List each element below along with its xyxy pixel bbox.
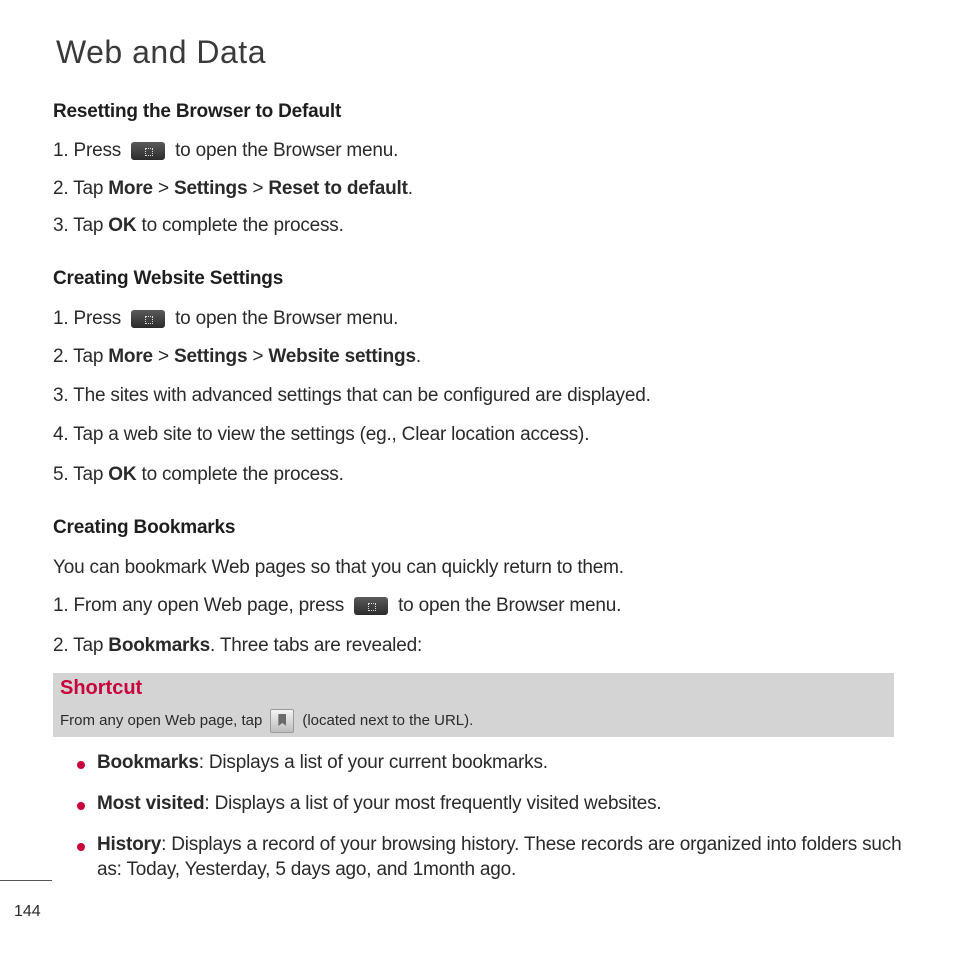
shortcut-text: From any open Web page, tap (located next to the URL). (60, 709, 473, 733)
menu-key-icon (354, 597, 388, 615)
website-step-3: 3. The sites with advanced settings that can be configured are displayed. (53, 385, 651, 406)
bullet-item-history-cont: as: Today, Yesterday, 5 days ago, and 1month ago. (97, 859, 517, 880)
reset-step-3: 3. Tap OK to complete the process. (53, 215, 344, 236)
page-number: 144 (14, 903, 41, 920)
bullet-icon (77, 802, 85, 810)
bullet-icon (77, 843, 85, 851)
step-text: 1. Press (53, 140, 122, 161)
website-step-2: 2. Tap More > Settings > Website settings. (53, 346, 421, 367)
website-step-4: 4. Tap a web site to view the settings (eg., Clear location access). (53, 424, 590, 445)
bookmarks-step-1: 1. From any open Web page, press to open the Browser menu. (53, 595, 622, 616)
footer-rule (0, 880, 52, 881)
menu-key-icon (131, 142, 165, 160)
shortcut-title: Shortcut (60, 677, 143, 699)
section-heading-website-settings: Creating Website Settings (53, 268, 284, 289)
bullet-icon (77, 761, 85, 769)
website-step-1: 1. Press to open the Browser menu. (53, 308, 399, 329)
shortcut-box (53, 673, 894, 737)
reset-step-2: 2. Tap More > Settings > Reset to default. (53, 178, 413, 199)
bullet-item-bookmarks: Bookmarks: Displays a list of your current bookmarks. (97, 752, 548, 773)
reset-step-1 (53, 140, 398, 162)
page-title: Web and Data (56, 34, 266, 70)
bookmarks-step-2: 2. Tap Bookmarks. Three tabs are revealed: (53, 635, 423, 656)
section-heading-bookmarks: Creating Bookmarks (53, 517, 236, 538)
website-step-5: 5. Tap OK to complete the process. (53, 464, 344, 485)
bookmark-icon (270, 709, 294, 733)
bullet-item-most-visited: Most visited: Displays a list of your most frequently visited websites. (97, 793, 662, 814)
step-text: to open the Browser menu. (175, 140, 399, 161)
bookmarks-intro: You can bookmark Web pages so that you can quickly return to them. (53, 557, 624, 578)
menu-key-icon (131, 310, 165, 328)
section-heading-resetting: Resetting the Browser to Default (53, 101, 342, 122)
bullet-item-history: History: Displays a record of your browsing history. These records are organized into folders such (97, 834, 902, 855)
